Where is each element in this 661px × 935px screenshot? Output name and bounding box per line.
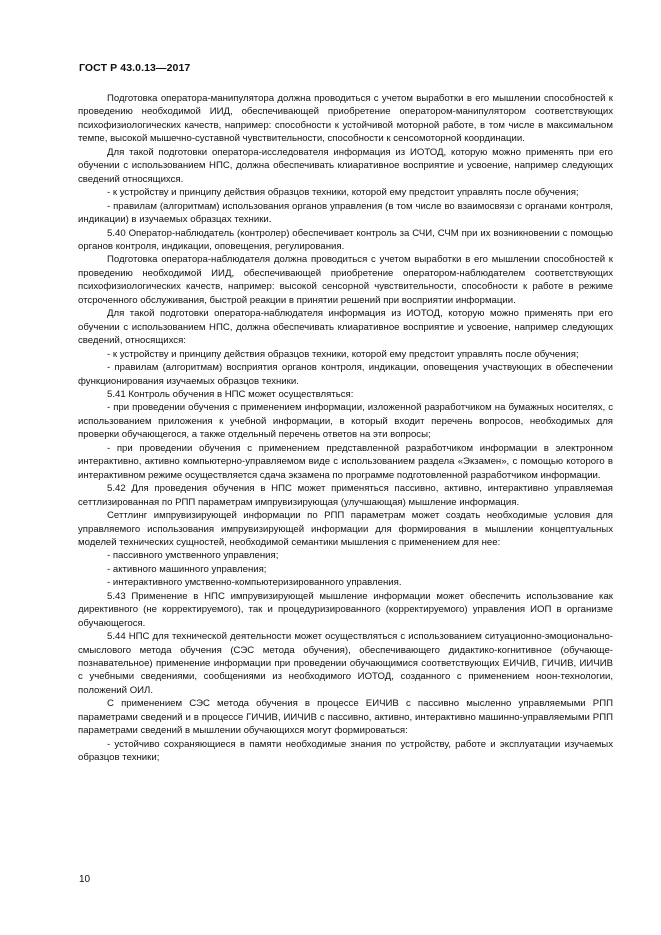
- document-header: ГОСТ Р 43.0.13—2017: [79, 62, 191, 74]
- paragraph-5-44: 5.44 НПС для технической деятельности может осуществляться с использованием ситуационно-эмоционально-смыслового метода обучения (СЭС метода обучения), обеспечивающего дидактико-когнитивное (обучающе-познавательное) применение информации при проведении обучающимися соответствующих ЕИЧИВ, ГИЧИВ, ИИЧИВ с учебными сведениями, сообщениями из необходимого ИОТОД, созданного с применением ноон-технологии, положений ОИЛ.: [78, 631, 613, 696]
- paragraph-5-41: 5.41 Контроль обучения в НПС может осуществляться:: [107, 388, 354, 400]
- paragraph-20: С применением СЭС метода обучения в процессе ЕИЧИВ с пассивно мысленно управляемыми РПП параметрами сведений и в процессе ГИЧИВ, ИИЧИВ с пассивно, активно, интерактивно машинно-управляемыми РПП параметрами сведений в мышлении обучающихся могут формироваться:: [78, 698, 613, 737]
- paragraph-6: Подготовка оператора-наблюдателя должна проводиться с учетом выработки в его мышлении способностей к проведению необходимой ИИД, обеспечивающей приобретение оператором-наблюдателем соответствующих психофизиологических качеств, например: высокой сенсорной чувствительности, способности к работе в режиме отсроченного обслуживания, быстрой реакции в принятии решений при восприятии информации.: [78, 254, 613, 306]
- paragraph-11: - при проведении обучения с применением информации, изложенной разработчиком на бумажных носителях, с использованием приложения к учебной информации, в который входит перечень вопросов, необходимых для проверки обучающегося, а также отдельный перечень ответов на эти вопросы;: [78, 402, 613, 441]
- body-text: [78, 92, 613, 765]
- paragraph-16: - активного машинного управления;: [107, 563, 267, 575]
- paragraph-14: Сеттлинг импрувизирующей информации по РПП параметрам может создать необходимые условия для управляемого использования импрувизирующей информации для формирования в мышлении концептуальных моделей технических сущностей, необходимой семантики мышления с применением для нее:: [78, 510, 613, 548]
- paragraph-12: - при проведении обучения с применением представленной разработчиком информации в электронном интерактивно, активно компьютерно-управляемом виде с использованием раздела «Экзамен», с помощью которого в интерактивном режиме осуществляется сдача экзамена по программе подготовленной разработчиком информации.: [78, 442, 613, 481]
- page-number: 10: [79, 874, 91, 885]
- paragraph-1: Подготовка оператора-манипулятора должна проводиться с учетом выработки в его мышлении способностей к проведению необходимой ИИД, обеспечивающей приобретение оператором-манипулятором соответствующих психофизиологических качеств, например: способности к устойчивой моторной работе, в том числе в максимальном темпе, высокой мышечно-суставной чувствительности, способности к сенсомоторной координации.: [78, 93, 613, 145]
- paragraph-9: - правилам (алгоритмам) восприятия органов контроля, индикации, оповещения участвующих в обеспечении функционирования изучаемых образцов техники.: [78, 362, 613, 387]
- paragraph-8: - к устройству и принципу действия образцов техники, которой ему предстоит управлять после обучения;: [107, 348, 579, 360]
- paragraph-5-43: 5.43 Применение в НПС импрувизирующей мышление информации может обеспечить использование как директивного (не корректируемого), так и процедуризированного (корректируемого) управления ИОП в организме обучающегося.: [78, 590, 613, 629]
- paragraph-5-42: 5.42 Для проведения обучения в НПС может применяться пассивно, активно, интерактивно управляемая сеттлизированная по РПП параметрам импрувизирующая (улучшающая) мышление информация.: [78, 483, 613, 508]
- paragraph-7: Для такой подготовки оператора-наблюдателя информация из ИОТОД, которую можно применять при его обучении с использованием НПС, должна обеспечивать клиаративное восприятие и усвоение, например следующих сведений, относящихся:: [78, 308, 613, 347]
- paragraph-15: - пассивного умственного управления;: [107, 550, 279, 562]
- paragraph-4: - правилам (алгоритмам) использования органов управления (в том числе во взаимосвязи с органами контроля, индикации) в изучаемых образцах техники.: [78, 200, 613, 226]
- paragraph-3: - к устройству и принципу действия образцов техники, которой ему предстоит управлять после обучения;: [107, 187, 579, 199]
- paragraph-2: Для такой подготовки оператора-исследователя информация из ИОТОД, которую можно применять при его обучении с использованием НПС, должна обеспечивать клиаративное восприятие и усвоение, например следующих сведений относящихся.: [78, 146, 613, 185]
- paragraph-21: - устойчиво сохраняющиеся в памяти необходимые знания по устройству, работе и эксплуатации изучаемых образцов техники;: [78, 738, 613, 764]
- paragraph-17: - интерактивного умственно-компьютеризированного управления.: [107, 577, 402, 589]
- paragraph-5-40: 5.40 Оператор-наблюдатель (контролер) обеспечивает контроль за СЧИ, СЧМ при их возникновении с помощью органов контроля, индикации, оповещения, регулирования.: [78, 227, 613, 252]
